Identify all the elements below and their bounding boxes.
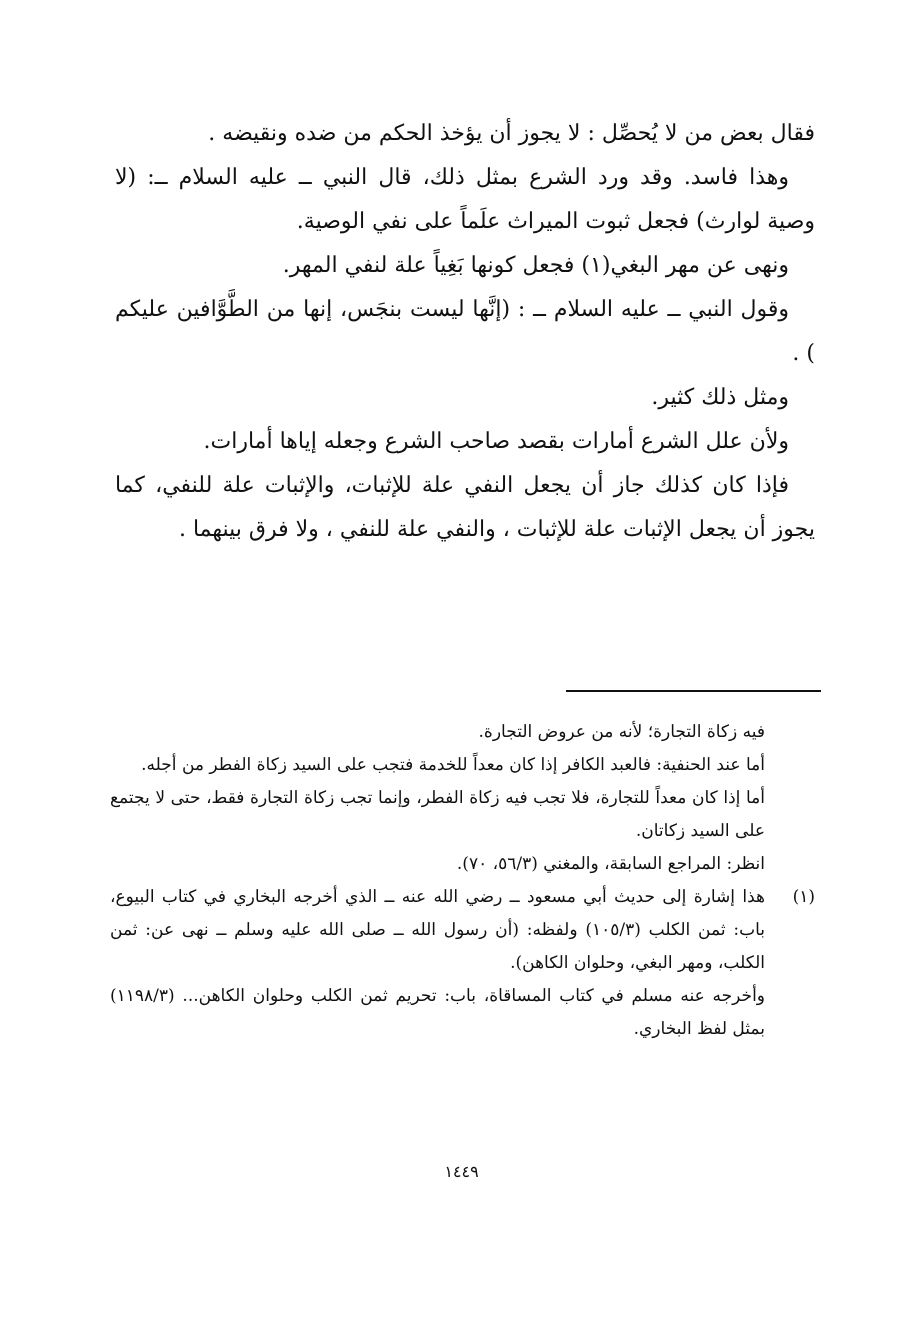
- footnote-1-number: (١): [792, 887, 815, 907]
- footnote-1-line-1: هذا إشارة إلى حديث أبي مسعود ــ رضي الله عنه ــ الذي أخرجه البخاري في كتاب البيوع، باب: ثمن الكلب (١٠٥/٣) ولفظه: (أن رسول الله ــ صلى الله عليه وسلم ــ نهى عن: ثمن الكلب، ومهر البغي، وحلوان الكاهن).: [110, 887, 765, 973]
- paragraph-4: وقول النبي ــ عليه السلام ــ : (إنَّها ليست بنجَس، إنها من الطَّوَّافين عليكم ) .: [115, 297, 815, 366]
- footnote-1: [110, 881, 815, 1046]
- paragraph-1: فقال بعض من لا يُحصِّل : لا يجوز أن يؤخذ الحكم من ضده ونقيضه .: [208, 121, 815, 146]
- footnote-separator: [566, 690, 821, 692]
- footnote-continuation-line-3: أما إذا كان معداً للتجارة، فلا تجب فيه زكاة الفطر، وإنما تجب زكاة التجارة فقط، حتى لا يجتمع على السيد زكاتان.: [110, 788, 765, 841]
- paragraph-5: ومثل ذلك كثير.: [651, 385, 789, 410]
- footnote-continuation-line-4: انظر: المراجع السابقة، والمغني (٥٦/٣، ٧٠).: [456, 854, 765, 874]
- paragraph-6: ولأن علل الشرع أمارات بقصد صاحب الشرع وجعله إياها أمارات.: [203, 429, 789, 454]
- footnotes-section: [110, 716, 815, 1046]
- footnote-continuation-line-1: فيه زكاة التجارة؛ لأنه من عروض التجارة.: [478, 722, 765, 742]
- paragraph-7: فإذا كان كذلك جاز أن يجعل النفي علة للإثبات، والإثبات علة للنفي، كما يجوز أن يجعل الإثبات علة للإثبات ، والنفي علة للنفي ، ولا فرق بينهما .: [115, 473, 815, 542]
- page-number: ١٤٤٩: [444, 1162, 479, 1181]
- footnote-1-body: [110, 881, 765, 1046]
- paragraph-3: ونهى عن مهر البغي(١) فجعل كونها بَغِياً علة لنفي المهر.: [282, 253, 789, 278]
- main-text-body: [115, 112, 815, 552]
- footnote-1-line-2: وأخرجه عنه مسلم في كتاب المساقاة، باب: تحريم ثمن الكلب وحلوان الكاهن... (١١٩٨/٣) بمثل لفظ البخاري.: [110, 986, 765, 1039]
- footnote-continuation-line-2: أما عند الحنفية: فالعبد الكافر إذا كان معداً للخدمة فتجب على السيد زكاة الفطر من أجله.: [141, 755, 765, 775]
- paragraph-2: وهذا فاسد. وقد ورد الشرع بمثل ذلك، قال النبي ــ عليه السلام ــ: (لا وصية لوارث) فجعل ثبوت الميراث علَماً على نفي الوصية.: [115, 165, 815, 234]
